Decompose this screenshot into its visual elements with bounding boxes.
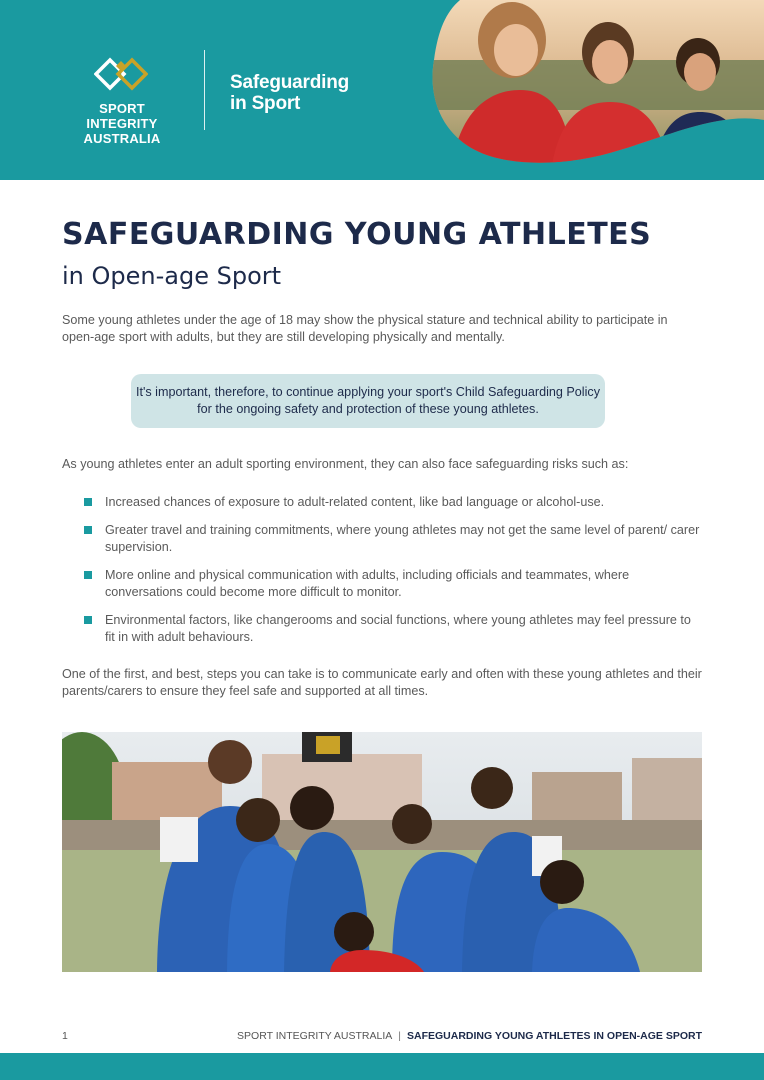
square-bullet-icon [84, 526, 92, 534]
footer-doc-title: SAFEGUARDING YOUNG ATHLETES IN OPEN-AGE SPORT [407, 1030, 702, 1042]
page-subtitle: in Open-age Sport [62, 262, 282, 290]
program-logo-text: Safeguarding in Sport [230, 72, 350, 114]
list-item-text: Environmental factors, like changerooms and social functions, where young athletes may feel pressure to fit in with adult behaviours. [105, 613, 691, 644]
logo-divider [204, 50, 205, 130]
sport-integrity-australia-logo-icon [94, 52, 148, 92]
list-item [62, 494, 702, 511]
square-bullet-icon [84, 616, 92, 624]
header-band [0, 0, 764, 180]
square-bullet-icon [84, 498, 92, 506]
risks-lead-paragraph: As young athletes enter an adult sporting environment, they can also face safeguarding risks such as: [62, 457, 629, 471]
list-item-text: Greater travel and training commitments, where young athletes may not get the same level of parent/ carer supervision. [105, 523, 700, 554]
footer-running-title [237, 1030, 702, 1042]
footer-band [0, 1053, 764, 1080]
closing-paragraph: One of the first, and best, steps you can take is to communicate early and often with these young athletes and their parents/carers to ensure they feel safe and supported at all times. [62, 667, 702, 698]
footer-org: SPORT INTEGRITY AUSTRALIA [237, 1030, 393, 1042]
page-title: SAFEGUARDING YOUNG ATHLETES [62, 217, 652, 252]
intro-paragraph: Some young athletes under the age of 18 may show the physical stature and technical ability to participate in open-age sport with adults, but they are still developing physically and mentally. [62, 313, 668, 344]
header-athletes-photo [420, 0, 764, 180]
list-item-text: More online and physical communication with adults, including officials and teammates, where conversations could become more difficult to monitor. [105, 568, 630, 599]
callout-text: It's important, therefore, to continue applying your sport's Child Safeguarding Policy for the ongoing safety and protection of these young athletes. [135, 385, 601, 416]
risks-list [62, 494, 702, 657]
list-item [62, 612, 702, 646]
list-item [62, 522, 702, 556]
page-number: 1 [62, 1030, 68, 1042]
list-item [62, 567, 702, 601]
policy-callout [131, 374, 605, 428]
square-bullet-icon [84, 571, 92, 579]
team-celebration-photo [62, 732, 702, 972]
org-logo-text: SPORT INTEGRITY AUSTRALIA [83, 101, 161, 146]
footer-separator: | [398, 1030, 401, 1042]
list-item-text: Increased chances of exposure to adult-related content, like bad language or alcohol-use. [105, 495, 605, 509]
